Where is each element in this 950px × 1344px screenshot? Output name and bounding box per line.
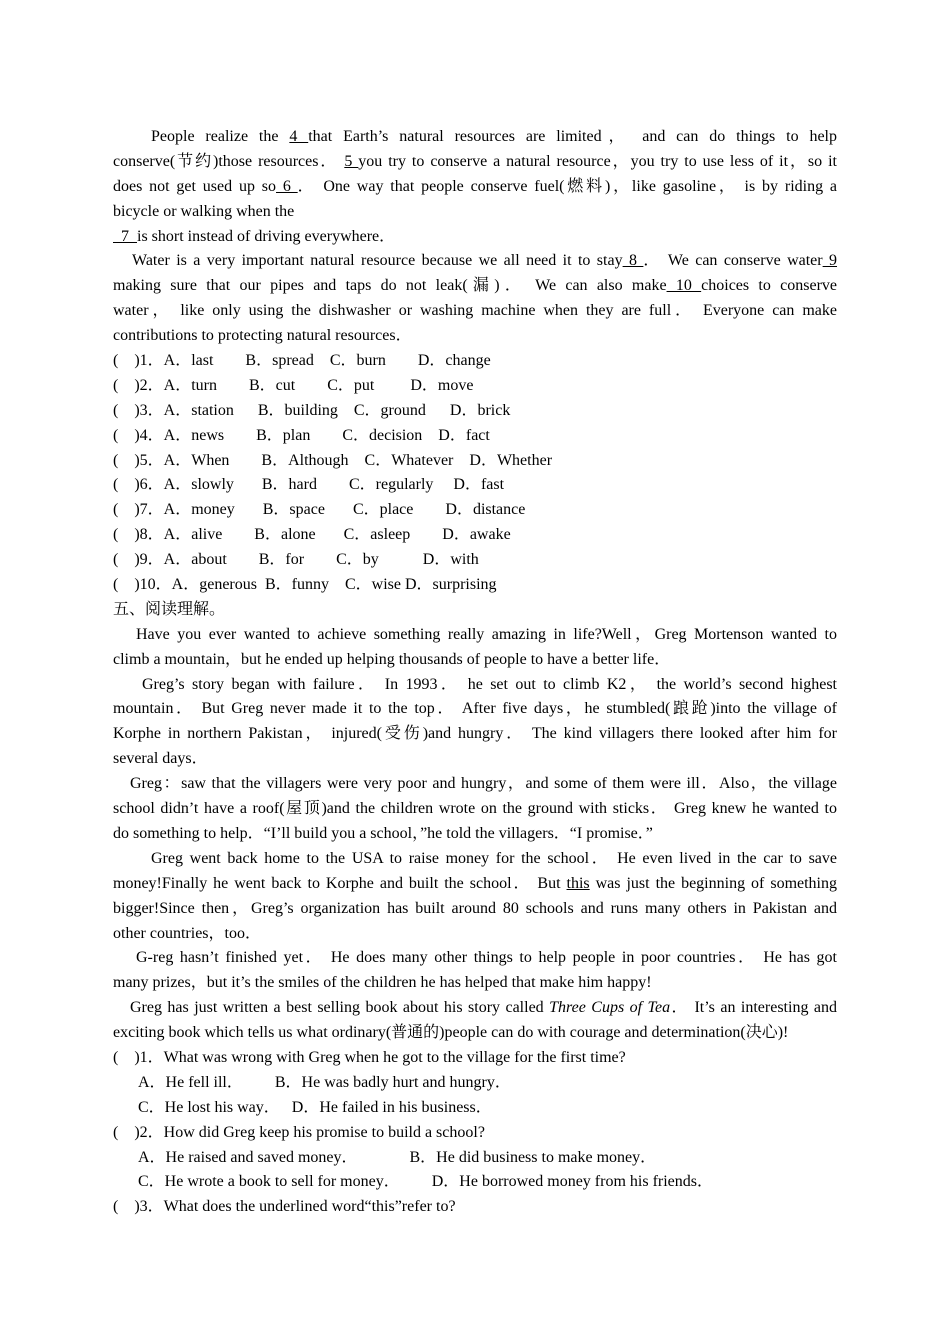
text-segment: Greg went back home to the USA to raise money for the school． He even lived in the car to save [151, 849, 837, 867]
text-line [113, 648, 837, 673]
text-segment: bigger!Since then，Greg’s organization has built around 80 schools and runs many others in Pakistan and [113, 899, 837, 917]
text-line [113, 1021, 837, 1046]
text-segment: C．He wrote a book to sell for money． D．He borrowed money from his friends． [138, 1173, 713, 1191]
text-segment: ( )6．A．slowly B．hard C．regularly D．fast [113, 476, 505, 494]
text-segment: climb a mountain，but he ended up helping thousands of people to have a better life． [113, 650, 671, 668]
text-line [113, 299, 837, 324]
text-segment: many prizes，but it’s the smiles of the children he has helped that make him happy! [113, 974, 652, 992]
text-segment: ( )7．A．money B．space C．place D．distance [113, 501, 526, 519]
text-line [113, 1121, 837, 1146]
text-line [113, 897, 837, 922]
underlined-blank: 7 [113, 227, 137, 245]
text-line [113, 747, 837, 772]
text-line [113, 722, 837, 747]
text-line [113, 946, 837, 971]
text-segment: ( )9．A．about B．for C．by D．with [113, 551, 479, 569]
underlined-blank: this [566, 874, 590, 892]
text-segment: that Earth’s natural resources are limited， and can do things to help [308, 128, 837, 145]
text-line [113, 473, 837, 498]
text-segment: you try to conserve a natural resource，you try to use less of it，so it [358, 152, 837, 170]
text-segment: Water is a very important natural resource because we all need it to stay [132, 252, 623, 270]
text-segment: making sure that our pipes and taps do not leak(漏)． We can also make [113, 277, 667, 295]
text-segment: Greg’s story began with failure． In 1993． he set out to climb K2， the world’s second highest [142, 675, 837, 693]
text-segment: mountain． But Greg never made it to the top． After five days，he stumbled(踉跄)into the village of [113, 700, 837, 718]
text-line [113, 449, 837, 474]
text-segment: water， like only using the dishwasher or washing machine when they are full． Everyone can make [113, 302, 837, 320]
text-line [113, 498, 837, 523]
underlined-blank: 4 [289, 128, 309, 145]
text-line [113, 573, 837, 598]
text-segment: People realize the [151, 128, 290, 145]
text-segment: ( )2．How did Greg keep his promise to build a school? [113, 1123, 485, 1141]
text-segment: Greg has just written a best selling book about his story called [130, 999, 550, 1017]
text-segment: Have you ever wanted to achieve something really amazing in life?Well，Greg Mortenson wanted to [136, 625, 837, 643]
text-line [113, 1046, 837, 1071]
underlined-blank: 6 [276, 177, 298, 195]
text-line [113, 523, 837, 548]
text-segment: exciting book which tells us what ordinary(普通的)people can do with courage and determination(决心)! [113, 1024, 789, 1042]
underlined-blank: 8 [622, 252, 644, 270]
text-line [113, 399, 837, 424]
text-segment: ． We can conserve water [643, 252, 823, 270]
text-line [113, 822, 837, 847]
text-segment: ( )8．A．alive B．alone C．asleep D．awake [113, 526, 511, 544]
text-line [113, 548, 837, 573]
text-segment: ． It’s an interesting and [670, 999, 837, 1017]
document-page [113, 125, 837, 1220]
text-segment: G-reg hasn’t finished yet． He does many other things to help people in poor countries． He has got [136, 949, 838, 967]
text-line [113, 1096, 837, 1121]
text-line [113, 872, 837, 897]
text-segment: does not get used up so [113, 177, 277, 195]
text-segment: ( )10．A．generous B．funny C．wise D．surprising [113, 576, 497, 594]
text-segment: C．He lost his way． D．He failed in his business． [138, 1098, 492, 1116]
text-segment: contributions to protecting natural resources． [113, 327, 412, 345]
text-line [113, 673, 837, 698]
text-segment: ( )2．A．turn B．cut C．put D．move [113, 376, 474, 394]
text-line [113, 697, 837, 722]
text-line [113, 598, 837, 623]
text-segment: school didn’t have a roof(屋顶)and the children wrote on the ground with sticks． Greg knew he wanted to [113, 800, 837, 818]
text-line [113, 1071, 837, 1096]
text-segment: several days． [113, 750, 208, 768]
text-segment: A．He fell ill． B．He was badly hurt and hungry． [138, 1073, 511, 1091]
text-line [113, 424, 837, 449]
text-line [113, 1146, 837, 1171]
text-line [113, 175, 837, 200]
text-segment: Greg：saw that the villagers were very poor and hungry，and some of them were ill．Also，the village [130, 775, 837, 793]
text-line [113, 274, 837, 299]
text-line [113, 1195, 837, 1220]
text-segment: is short instead of driving everywhere． [137, 227, 396, 245]
text-segment: other countries，too． [113, 924, 261, 942]
underlined-blank: 10 [666, 277, 702, 295]
text-line [113, 150, 837, 175]
underlined-blank: 9 [822, 252, 838, 270]
text-segment: 五、阅读理解。 [113, 600, 226, 618]
text-line [113, 324, 837, 349]
text-line [113, 349, 837, 374]
text-segment: ( )1．What was wrong with Greg when he got to the village for the first time? [113, 1048, 626, 1066]
underlined-blank: 5 [344, 152, 359, 170]
text-segment: was just the beginning of something [589, 874, 837, 892]
text-line [113, 922, 837, 947]
text-segment: Korphe in northern Pakistan， injured(受伤)and hungry． The kind villagers there looked after him for [113, 725, 837, 743]
text-segment: money!Finally he went back to Korphe and built the school． But [113, 874, 567, 892]
text-line [113, 772, 837, 797]
text-segment: ( )5．A．When B．Although C．Whatever D．Whether [113, 451, 553, 469]
text-line [113, 200, 837, 225]
text-line [113, 249, 837, 274]
text-line [113, 125, 837, 150]
italic-title: Three Cups of Tea [549, 999, 671, 1017]
text-line [113, 623, 837, 648]
text-segment: ( )3．What does the underlined word“this”refer to? [113, 1198, 456, 1216]
text-line [113, 797, 837, 822]
text-segment: choices to conserve [701, 277, 838, 295]
text-line [113, 996, 837, 1021]
text-segment: A．He raised and saved money． B．He did business to make money． [138, 1148, 657, 1166]
text-line [113, 971, 837, 996]
text-line [113, 847, 837, 872]
text-segment: ( )3．A．station B．building C．ground D．brick [113, 401, 511, 419]
text-segment: ． One way that people conserve fuel(燃料)，like gasoline， is by riding a [297, 177, 838, 195]
text-segment: ( )4．A．news B．plan C．decision D．fact [113, 426, 490, 444]
text-line [113, 225, 837, 250]
text-segment: do something to help．“I’ll build you a school，”he told the villagers．“I promise．” [113, 824, 653, 842]
text-segment: conserve(节约)those resources． [113, 152, 345, 170]
text-segment: bicycle or walking when the [113, 202, 295, 220]
text-line [113, 1170, 837, 1195]
text-segment: ( )1．A．last B．spread C．burn D．change [113, 352, 491, 370]
text-line [113, 374, 837, 399]
